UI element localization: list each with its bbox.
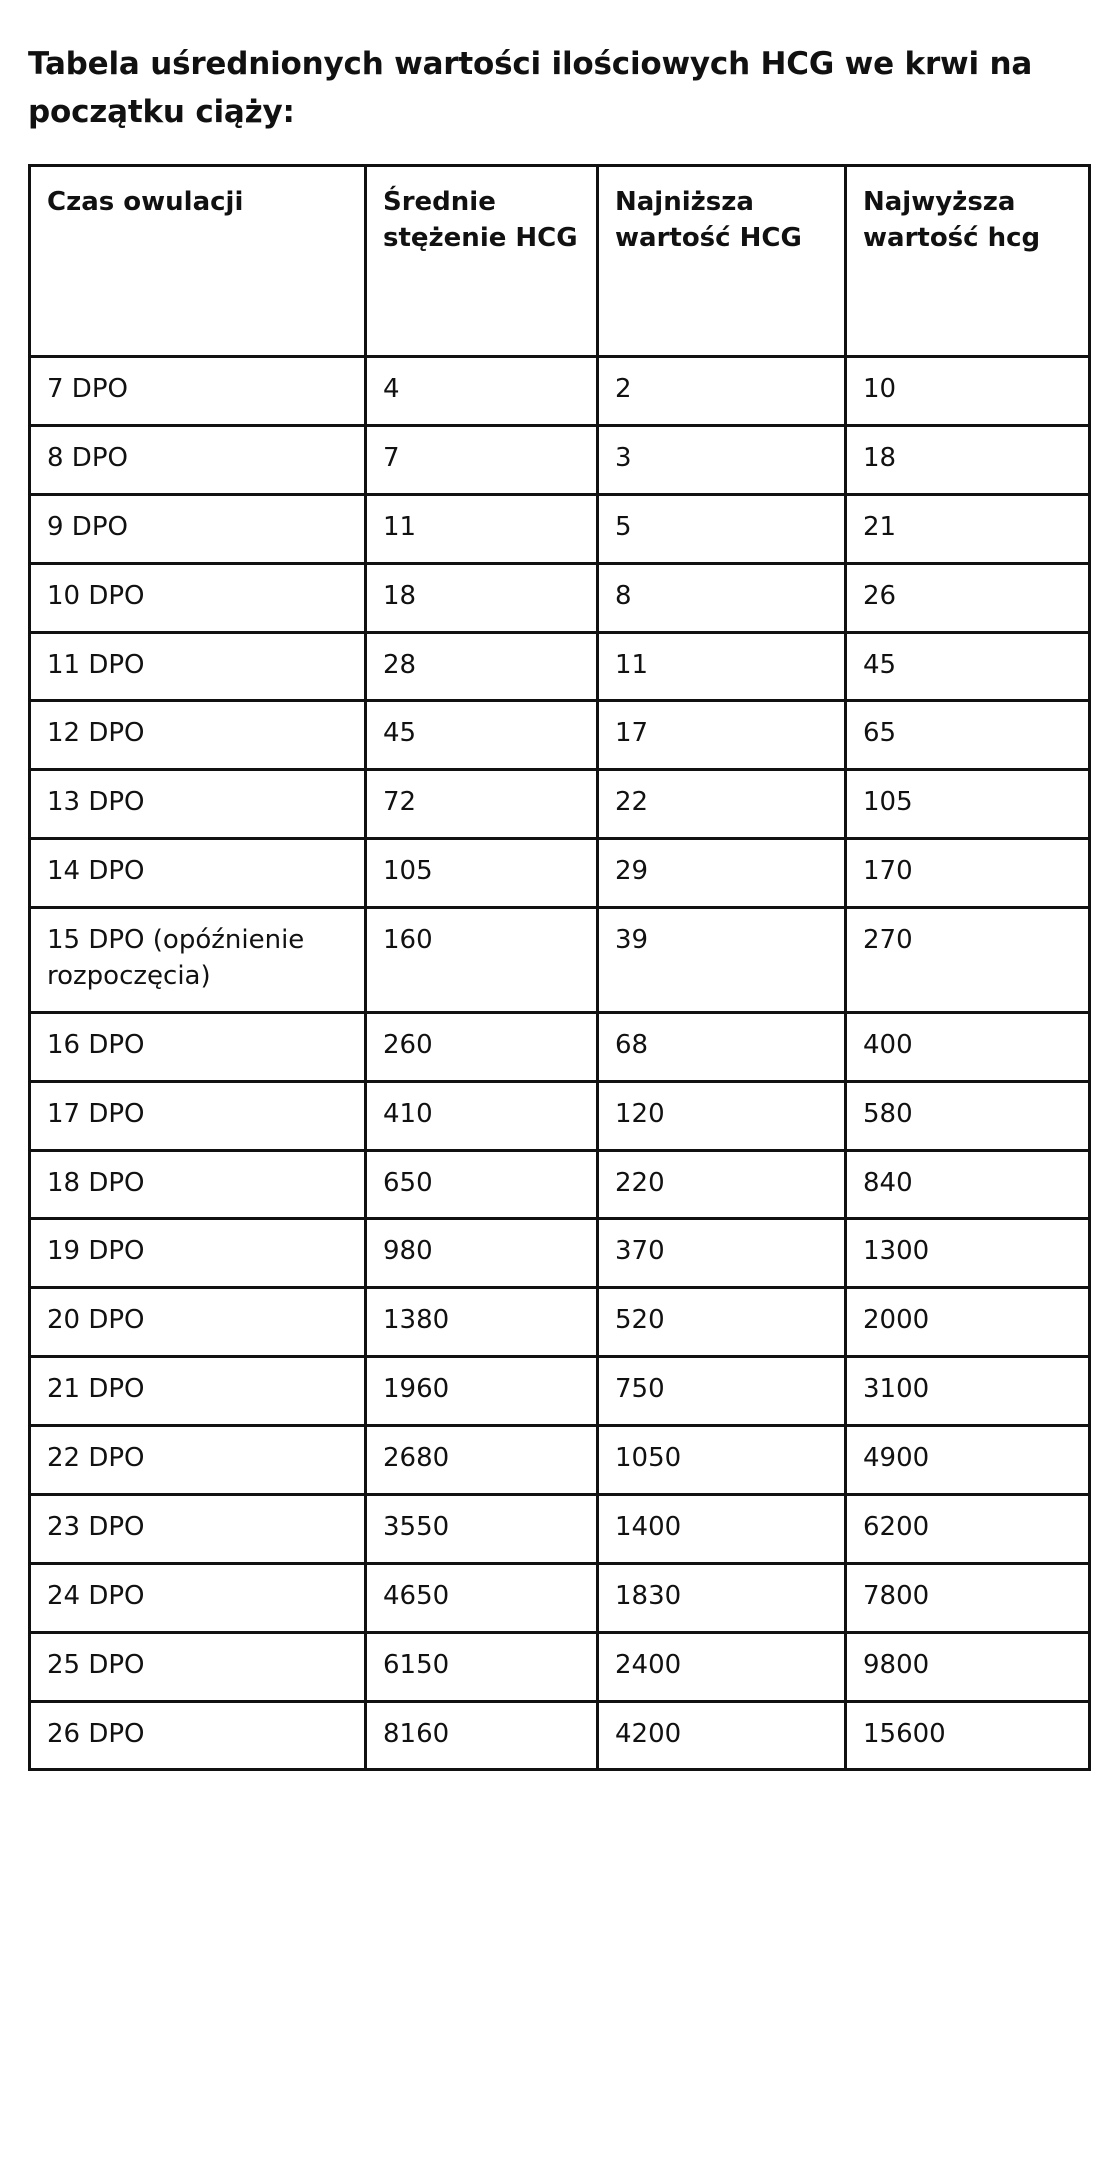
- cell-lowest-hcg: 2400: [598, 1632, 846, 1701]
- table-row: [30, 1632, 1090, 1701]
- table-row: [30, 1150, 1090, 1219]
- cell-ovulation-time: 16 DPO: [30, 1012, 366, 1081]
- table-row: [30, 701, 1090, 770]
- cell-average-hcg: 410: [366, 1081, 598, 1150]
- cell-highest-hcg: 105: [846, 770, 1090, 839]
- cell-highest-hcg: 400: [846, 1012, 1090, 1081]
- cell-ovulation-time: 17 DPO: [30, 1081, 366, 1150]
- cell-ovulation-time: 25 DPO: [30, 1632, 366, 1701]
- table-row: [30, 1081, 1090, 1150]
- cell-ovulation-time: 19 DPO: [30, 1219, 366, 1288]
- table-row: [30, 563, 1090, 632]
- cell-highest-hcg: 170: [846, 839, 1090, 908]
- cell-lowest-hcg: 68: [598, 1012, 846, 1081]
- cell-lowest-hcg: 520: [598, 1288, 846, 1357]
- cell-average-hcg: 18: [366, 563, 598, 632]
- cell-average-hcg: 45: [366, 701, 598, 770]
- cell-highest-hcg: 10: [846, 357, 1090, 426]
- cell-highest-hcg: 2000: [846, 1288, 1090, 1357]
- cell-highest-hcg: 7800: [846, 1563, 1090, 1632]
- table-row: [30, 425, 1090, 494]
- cell-highest-hcg: 15600: [846, 1701, 1090, 1770]
- cell-lowest-hcg: 120: [598, 1081, 846, 1150]
- cell-lowest-hcg: 370: [598, 1219, 846, 1288]
- cell-lowest-hcg: 8: [598, 563, 846, 632]
- hcg-values-table: [28, 164, 1091, 1771]
- cell-ovulation-time: 20 DPO: [30, 1288, 366, 1357]
- cell-lowest-hcg: 17: [598, 701, 846, 770]
- cell-average-hcg: 72: [366, 770, 598, 839]
- cell-highest-hcg: 270: [846, 908, 1090, 1013]
- cell-ovulation-time: 10 DPO: [30, 563, 366, 632]
- cell-lowest-hcg: 39: [598, 908, 846, 1013]
- table-row: [30, 770, 1090, 839]
- cell-average-hcg: 2680: [366, 1426, 598, 1495]
- cell-ovulation-time: 9 DPO: [30, 494, 366, 563]
- cell-ovulation-time: 15 DPO (opóźnienie rozpoczęcia): [30, 908, 366, 1013]
- cell-lowest-hcg: 3: [598, 425, 846, 494]
- column-header-average-hcg: Średnie stężenie HCG: [366, 166, 598, 357]
- cell-ovulation-time: 21 DPO: [30, 1357, 366, 1426]
- table-row: [30, 1494, 1090, 1563]
- cell-ovulation-time: 8 DPO: [30, 425, 366, 494]
- table-row: [30, 494, 1090, 563]
- cell-highest-hcg: 45: [846, 632, 1090, 701]
- cell-average-hcg: 6150: [366, 1632, 598, 1701]
- cell-highest-hcg: 1300: [846, 1219, 1090, 1288]
- cell-lowest-hcg: 1830: [598, 1563, 846, 1632]
- cell-lowest-hcg: 1050: [598, 1426, 846, 1495]
- cell-highest-hcg: 21: [846, 494, 1090, 563]
- cell-average-hcg: 980: [366, 1219, 598, 1288]
- cell-lowest-hcg: 1400: [598, 1494, 846, 1563]
- cell-average-hcg: 7: [366, 425, 598, 494]
- cell-ovulation-time: 12 DPO: [30, 701, 366, 770]
- cell-average-hcg: 160: [366, 908, 598, 1013]
- table-row: [30, 1701, 1090, 1770]
- table-row: [30, 908, 1090, 1013]
- table-row: [30, 632, 1090, 701]
- cell-average-hcg: 4: [366, 357, 598, 426]
- cell-average-hcg: 8160: [366, 1701, 598, 1770]
- cell-highest-hcg: 18: [846, 425, 1090, 494]
- cell-lowest-hcg: 750: [598, 1357, 846, 1426]
- cell-lowest-hcg: 29: [598, 839, 846, 908]
- table-row: [30, 1012, 1090, 1081]
- cell-ovulation-time: 13 DPO: [30, 770, 366, 839]
- cell-highest-hcg: 3100: [846, 1357, 1090, 1426]
- column-header-lowest-hcg: Najniższa wartość HCG: [598, 166, 846, 357]
- column-header-ovulation-time: Czas owulacji: [30, 166, 366, 357]
- cell-ovulation-time: 22 DPO: [30, 1426, 366, 1495]
- table-row: [30, 1563, 1090, 1632]
- cell-ovulation-time: 26 DPO: [30, 1701, 366, 1770]
- page-title: Tabela uśrednionych wartości ilościowych HCG we krwi na początku ciąży:: [28, 46, 1033, 131]
- cell-average-hcg: 4650: [366, 1563, 598, 1632]
- cell-ovulation-time: 7 DPO: [30, 357, 366, 426]
- cell-ovulation-time: 14 DPO: [30, 839, 366, 908]
- cell-lowest-hcg: 4200: [598, 1701, 846, 1770]
- cell-average-hcg: 3550: [366, 1494, 598, 1563]
- table-row: [30, 1288, 1090, 1357]
- table-row: [30, 357, 1090, 426]
- cell-highest-hcg: 4900: [846, 1426, 1090, 1495]
- cell-highest-hcg: 65: [846, 701, 1090, 770]
- cell-lowest-hcg: 220: [598, 1150, 846, 1219]
- table-header-row: [30, 166, 1090, 357]
- cell-lowest-hcg: 22: [598, 770, 846, 839]
- table-body: [30, 357, 1090, 1770]
- table-row: [30, 1426, 1090, 1495]
- cell-average-hcg: 28: [366, 632, 598, 701]
- cell-average-hcg: 105: [366, 839, 598, 908]
- cell-lowest-hcg: 5: [598, 494, 846, 563]
- cell-average-hcg: 1960: [366, 1357, 598, 1426]
- cell-lowest-hcg: 11: [598, 632, 846, 701]
- cell-ovulation-time: 23 DPO: [30, 1494, 366, 1563]
- cell-highest-hcg: 26: [846, 563, 1090, 632]
- column-header-highest-hcg: Najwyższa wartość hcg: [846, 166, 1090, 357]
- cell-lowest-hcg: 2: [598, 357, 846, 426]
- cell-average-hcg: 260: [366, 1012, 598, 1081]
- cell-average-hcg: 11: [366, 494, 598, 563]
- cell-highest-hcg: 9800: [846, 1632, 1090, 1701]
- table-row: [30, 839, 1090, 908]
- cell-highest-hcg: 6200: [846, 1494, 1090, 1563]
- table-row: [30, 1219, 1090, 1288]
- cell-ovulation-time: 24 DPO: [30, 1563, 366, 1632]
- table-row: [30, 1357, 1090, 1426]
- cell-ovulation-time: 18 DPO: [30, 1150, 366, 1219]
- cell-average-hcg: 650: [366, 1150, 598, 1219]
- cell-highest-hcg: 840: [846, 1150, 1090, 1219]
- cell-highest-hcg: 580: [846, 1081, 1090, 1150]
- cell-average-hcg: 1380: [366, 1288, 598, 1357]
- cell-ovulation-time: 11 DPO: [30, 632, 366, 701]
